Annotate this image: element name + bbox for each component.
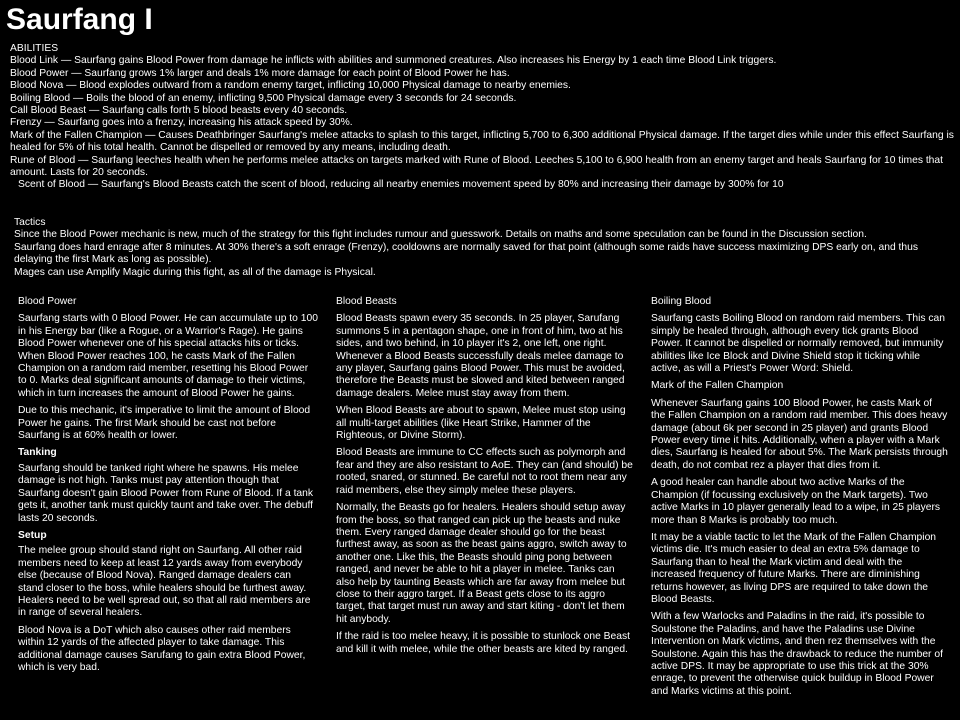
paragraph: Due to this mechanic, it's imperative to limit the amount of Blood Power he gains. The first Mark should be cast not before Saurfang is at 60% health or lower.	[18, 405, 311, 442]
paragraph: It may be a viable tactic to let the Mark of the Fallen Champion victims die. It's much easier to deal an extra 5% damage to Saurfang than to heal the Mark victim and deal with the increased frequency of future Marks. There are diminishing returns however, as living DPS are required to take down the Blood Beasts.	[651, 531, 937, 605]
section-heading-tanking: Tanking	[18, 447, 57, 459]
tactics-paragraph: Since the Blood Power mechanic is new, much of the strategy for this fight includes rumour and guesswork. Details on maths and some speculation can be found in the Discussion section.	[14, 229, 867, 241]
ability-frenzy: Frenzy — Saurfang goes into a frenzy, increasing his attack speed by 30%.	[10, 117, 353, 129]
tactics-paragraph: Mages can use Amplify Magic during this fight, as all of the damage is Physical.	[14, 266, 376, 278]
ability-scent-of-blood: Scent of Blood — Saurfang's Blood Beasts catch the scent of blood, reducing all nearby enemies movement speed by 80% and increasing their damage by 300% for 10	[18, 179, 784, 191]
tactics-paragraph: Saurfang does hard enrage after 8 minutes. At 30% there's a soft enrage (Frenzy), cooldowns are normally saved for that point (although some raids have success maximizing DPS early on, and thus delaying the first Mark as long as possible).	[14, 241, 918, 266]
tactics-heading: Tactics	[14, 217, 46, 228]
paragraph: Saurfang starts with 0 Blood Power. He can accumulate up to 100 in his Energy bar (like a Rogue, or a Warrior's Rage). He gains Blood Power whenever one of his special attacks hits or ticks. When Blood Power reaches 100, he casts Mark of the Fallen Champion on a random raid member, resetting his Blood Power to 0. Marks deal significant amounts of damage to their victims, which in turn increases the amount of Blood Power he gains.	[18, 313, 318, 399]
abilities-heading: ABILITIES	[10, 43, 59, 54]
column-boiling-blood	[651, 296, 949, 703]
ability-call-blood-beast: Call Blood Beast — Saurfang calls forth 5 blood beasts every 40 seconds.	[10, 105, 348, 117]
section-heading-boiling-blood: Boiling Blood	[651, 296, 712, 307]
section-heading-setup: Setup	[18, 529, 47, 541]
section-heading-blood-power: Blood Power	[18, 296, 77, 307]
abilities-section	[10, 43, 955, 192]
paragraph: With a few Warlocks and Paladins in the raid, it's possible to Soulstone the Paladins, and have the Paladins use Divine Intervention on Mark victims, and then rez themselves with the Soulstone. Again this has the drawback to reduce the number of active DPS. It may be appropriate to use this trick at the 30% enrage, to prevent the otherwise quick buildup in Blood Power and Marks victims at this point.	[651, 611, 943, 697]
paragraph: The melee group should stand right on Saurfang. All other raid members need to keep at least 12 yards away from everybody else (because of Blood Nova). Ranged damage dealers can stand closer to the boss, while healers should be furthest away. Healers need to be well spread out, so that all raid members are in range of several healers.	[18, 545, 311, 619]
paragraph: Blood Beasts spawn every 35 seconds. In 25 player, Sarufang summons 5 in a pentagon shape, one in front of him, two at his sides, and two behind, in 10 player it's 2, one left, one right. Whenever a Blood Beasts successfully deals melee damage to any player, Saurfang gains Blood Power. This must be avoided, therefore the Beasts must be slowed and kited between ranged damage dealers. Melee must stay away from them.	[336, 313, 625, 399]
ability-mark-of-fallen-champion: Mark of the Fallen Champion — Causes Deathbringer Saurfang's melee attacks to splash to this target, inflicting 5,700 to 6,300 additional Physical damage. If the target dies while under this effect Saurfang is healed for 5% of his total health. Cannot be dispelled or removed by any means, including death.	[10, 129, 954, 154]
paragraph: Blood Beasts are immune to CC effects such as polymorph and fear and they are also resistant to AoE. They can (and should) be rooted, snared, or stunned. Be careful not to root them near any raid members, else they simply melee these players.	[336, 447, 633, 496]
column-blood-power	[18, 296, 318, 679]
ability-boiling-blood: Boiling Blood — Boils the blood of an enemy, inflicting 9,500 Physical damage every 3 seconds for 24 seconds.	[10, 92, 517, 104]
ability-blood-nova: Blood Nova — Blood explodes outward from a random enemy target, inflicting 10,000 Physical damage to nearby enemies.	[10, 80, 571, 92]
paragraph: Saurfang casts Boiling Blood on random raid members. This can simply be healed through, although every tick grants Blood Power. It cannot be dispelled or normally removed, but immunity abilities like Ice Block and Divine Shield stop it ticking while active, as will a Priest's Power Word: Shield.	[651, 313, 945, 375]
paragraph: Normally, the Beasts go for healers. Healers should setup away from the boss, so that ranged can pick up the beasts and nuke them. Every ranged damage dealer should go for the beast furthest away, as soon as the beast gains aggro, switch away to another one. Like this, the Beasts should ping pong between ranged, and never be able to hit a player in melee. Tanks can also help by taunting Beasts which are far away from melee but close to their aggro target. If a Beast gets close to its aggro target, that target must run away and start kiting - don't let them hit anybody.	[336, 502, 627, 625]
paragraph: When Blood Beasts are about to spawn, Melee must stop using all multi-target abilities (like Heart Strike, Hammer of the Righteous, or Divine Storm).	[336, 405, 626, 442]
column-blood-beasts	[336, 296, 634, 661]
paragraph: A good healer can handle about two active Marks of the Champion (if focussing exclusively on the Mark targets). Two active Marks in 10 player generally lead to a wipe, in 25 players more than 8 Marks is probably too much.	[651, 477, 941, 526]
page-title: Saurfang I	[6, 3, 153, 36]
section-heading-blood-beasts: Blood Beasts	[336, 296, 397, 307]
paragraph: Whenever Saurfang gains 100 Blood Power, he casts Mark of the Fallen Champion on a random raid member. This does heavy damage (about 6k per second in 25 player) and grants Blood Power every time it hits. Additionally, when a player with a Mark dies, Saurfang is healed for about 5%. The Mark persists through death, do not combat rez a player that dies from it.	[651, 397, 948, 471]
tactics-section	[14, 217, 949, 279]
section-heading-mark-of-fallen-champion: Mark of the Fallen Champion	[651, 380, 784, 392]
paragraph: Blood Nova is a DoT which also causes other raid members within 12 yards of the affected player to take damage. This additional damage causes Sarufang to gain extra Blood Power, which is very bad.	[18, 624, 306, 673]
ability-blood-link: Blood Link — Saurfang gains Blood Power from damage he inflicts with abilities and summoned creatures. Also increases his Energy by 1 each time Blood Link triggers.	[10, 55, 777, 67]
paragraph: Saurfang should be tanked right where he spawns. His melee damage is not high. Tanks must pay attention though that Saurfang doesn't gain Blood Power from Rune of Blood. If a tank gets it, another tank must quickly taunt and take over. The debuff lasts 20 seconds.	[18, 462, 314, 524]
ability-blood-power: Blood Power — Saurfang grows 1% larger and deals 1% more damage for each point of Blood Power he has.	[10, 67, 510, 79]
paragraph: If the raid is too melee heavy, it is possible to stunlock one Beast and kill it with melee, while the other beasts are kited by ranged.	[336, 631, 630, 655]
ability-rune-of-blood: Rune of Blood — Saurfang leeches health when he performs melee attacks on targets marked with Rune of Blood. Leeches 5,100 to 6,900 health from an enemy target and heals Saurfang for 10 times that amount. Lasts for 20 seconds.	[10, 154, 943, 179]
